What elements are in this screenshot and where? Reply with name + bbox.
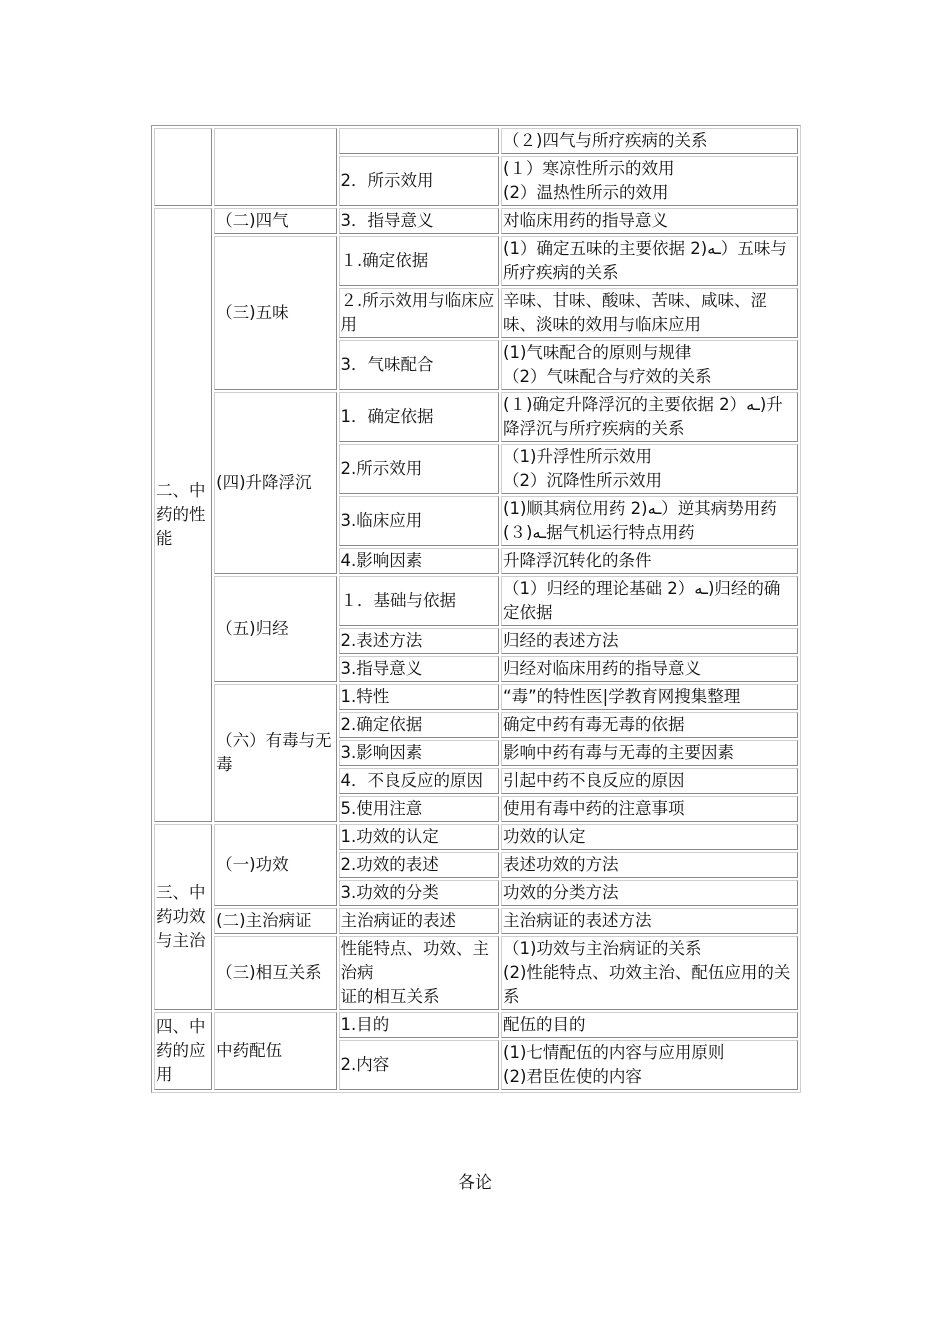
section-cell: (二)主治病证 — [214, 908, 336, 934]
item-cell — [339, 128, 500, 154]
table-row — [154, 824, 798, 850]
syllabus-table — [151, 125, 801, 1093]
item-cell: 1.功效的认定 — [339, 824, 500, 850]
section-cell: (四)升降浮沉 — [214, 392, 336, 574]
content-cell: “毒”的特性医|学教育网搜集整理 — [501, 684, 798, 710]
table-row — [154, 908, 798, 934]
section-cell: （五)归经 — [214, 576, 336, 682]
part-cell: 二、中药的性能 — [154, 208, 212, 822]
content-cell: (1）确定五味的主要依据 2)ـه）五味与所疗疾病的关系 — [501, 236, 798, 286]
section-cell — [214, 128, 336, 206]
content-cell: 影响中药有毒与无毒的主要因素 — [501, 740, 798, 766]
table-row — [154, 936, 798, 1010]
content-cell: 使用有毒中药的注意事项 — [501, 796, 798, 822]
item-cell: 2．所示效用 — [339, 156, 500, 206]
item-cell: 3.临床应用 — [339, 496, 500, 546]
section-heading: 各论 — [458, 1173, 492, 1193]
table-row — [154, 1012, 798, 1038]
table-row — [154, 392, 798, 442]
content-cell: 归经对临床用药的指导意义 — [501, 656, 798, 682]
item-cell: 4．不良反应的原因 — [339, 768, 500, 794]
content-cell: （1)功效与主治病证的关系 (2)性能特点、功效主治、配伍应用的关系 — [501, 936, 798, 1010]
item-cell: 3.指导意义 — [339, 656, 500, 682]
content-cell: （1)升浮性所示效用 （2）沉降性所示效用 — [501, 444, 798, 494]
content-cell: 引起中药不良反应的原因 — [501, 768, 798, 794]
content-cell: 表述功效的方法 — [501, 852, 798, 878]
part-cell: 三、中药功效与主治 — [154, 824, 212, 1010]
item-cell: 2.功效的表述 — [339, 852, 500, 878]
item-cell: 3．气味配合 — [339, 340, 500, 390]
section-cell: （一)功效 — [214, 824, 336, 906]
table-row — [154, 576, 798, 626]
item-cell: １．基础与依据 — [339, 576, 500, 626]
content-cell: 功效的分类方法 — [501, 880, 798, 906]
content-cell: （1）归经的理论基础 2）ـه)归经的确定依据 — [501, 576, 798, 626]
item-cell: 2.内容 — [339, 1040, 500, 1090]
content-cell: (1)气味配合的原则与规律 （2）气味配合与疗效的关系 — [501, 340, 798, 390]
table-row — [154, 236, 798, 286]
content-cell: (1)顺其病位用药 2)ـه）逆其病势用药 (３)ـه据气机运行特点用药 — [501, 496, 798, 546]
item-cell: 3.影响因素 — [339, 740, 500, 766]
part-cell — [154, 128, 212, 206]
item-cell: 1．确定依据 — [339, 392, 500, 442]
content-cell: 配伍的目的 — [501, 1012, 798, 1038]
table-row — [154, 208, 798, 234]
section-cell: （三)五味 — [214, 236, 336, 390]
item-cell: 2.确定依据 — [339, 712, 500, 738]
section-cell: 中药配伍 — [214, 1012, 336, 1090]
item-cell: 5.使用注意 — [339, 796, 500, 822]
item-cell: 1.特性 — [339, 684, 500, 710]
part-cell: 四、中药的应用 — [154, 1012, 212, 1090]
content-cell: （２)四气与所疗疾病的关系 — [501, 128, 798, 154]
section-cell: （六）有毒与无毒 — [214, 684, 336, 822]
item-cell: 1.目的 — [339, 1012, 500, 1038]
content-cell: 辛味、甘味、酸味、苦味、咸味、涩味、淡味的效用与临床应用 — [501, 288, 798, 338]
item-cell: 2.所示效用 — [339, 444, 500, 494]
item-cell: 3.功效的分类 — [339, 880, 500, 906]
content-cell: 升降浮沉转化的条件 — [501, 548, 798, 574]
table-row — [154, 684, 798, 710]
content-cell: 主治病证的表述方法 — [501, 908, 798, 934]
table-row — [154, 128, 798, 154]
content-cell: 对临床用药的指导意义 — [501, 208, 798, 234]
item-cell: 3．指导意义 — [339, 208, 500, 234]
item-cell: 2.表述方法 — [339, 628, 500, 654]
section-cell: （二)四气 — [214, 208, 336, 234]
item-cell: ２.所示效用与临床应用 — [339, 288, 500, 338]
content-cell: (１)确定升降浮沉的主要依据 2）ـه)升降浮沉与所疗疾病的关系 — [501, 392, 798, 442]
content-cell: 确定中药有毒无毒的依据 — [501, 712, 798, 738]
section-cell: （三)相互关系 — [214, 936, 336, 1010]
content-cell: (１）寒凉性所示的效用 (2）温热性所示的效用 — [501, 156, 798, 206]
item-cell: 4.影响因素 — [339, 548, 500, 574]
item-cell: 主治病证的表述 — [339, 908, 500, 934]
content-cell: 归经的表述方法 — [501, 628, 798, 654]
content-cell: (1)七情配伍的内容与应用原则 (2)君臣佐使的内容 — [501, 1040, 798, 1090]
item-cell: １.确定依据 — [339, 236, 500, 286]
content-cell: 功效的认定 — [501, 824, 798, 850]
item-cell: 性能特点、功效、主治病 证的相互关系 — [339, 936, 500, 1010]
